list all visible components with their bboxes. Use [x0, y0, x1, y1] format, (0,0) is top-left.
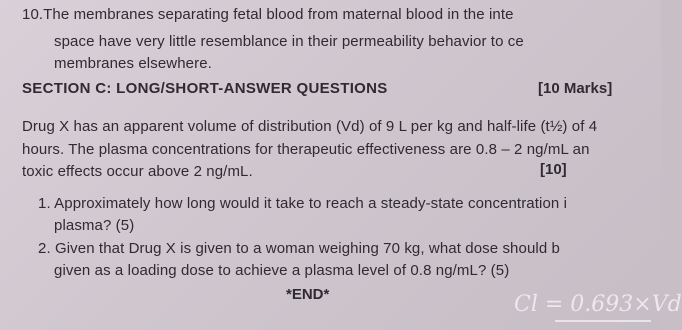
handwritten-underline	[555, 320, 651, 322]
problem-line-2: hours. The plasma concentrations for therapeutic effectiveness are 0.8 – 2 ng/mL an	[22, 141, 590, 158]
question-10-line-1: 10.The membranes separating fetal blood from maternal blood in the inte	[22, 6, 514, 23]
problem-line-3: toxic effects occur above 2 ng/mL.	[22, 163, 253, 180]
subquestion-1-line-1: 1. Approximately how long would it take to reach a steady-state concentration i	[38, 195, 568, 212]
question-10-line-3: membranes elsewhere.	[54, 55, 212, 72]
subquestion-2-line-2: given as a loading dose to achieve a plasma level of 0.8 ng/mL? (5)	[54, 262, 510, 279]
problem-marks: [10]	[540, 161, 567, 178]
subquestion-1-line-2: plasma? (5)	[54, 217, 135, 234]
question-10-line-2: space have very little resemblance in their permeability behavior to ce	[54, 33, 524, 50]
section-marks: [10 Marks]	[538, 80, 613, 97]
handwritten-note: Cl = 0.693×Vd	[514, 292, 682, 317]
problem-line-1: Drug X has an apparent volume of distribution (Vd) of 9 L per kg and half-life (t½) of 4	[22, 118, 598, 135]
subquestion-2-line-1: 2. Given that Drug X is given to a woman weighing 70 kg, what dose should b	[38, 240, 560, 257]
end-marker: *END*	[286, 286, 330, 303]
section-title: SECTION C: LONG/SHORT-ANSWER QUESTIONS	[22, 80, 388, 97]
